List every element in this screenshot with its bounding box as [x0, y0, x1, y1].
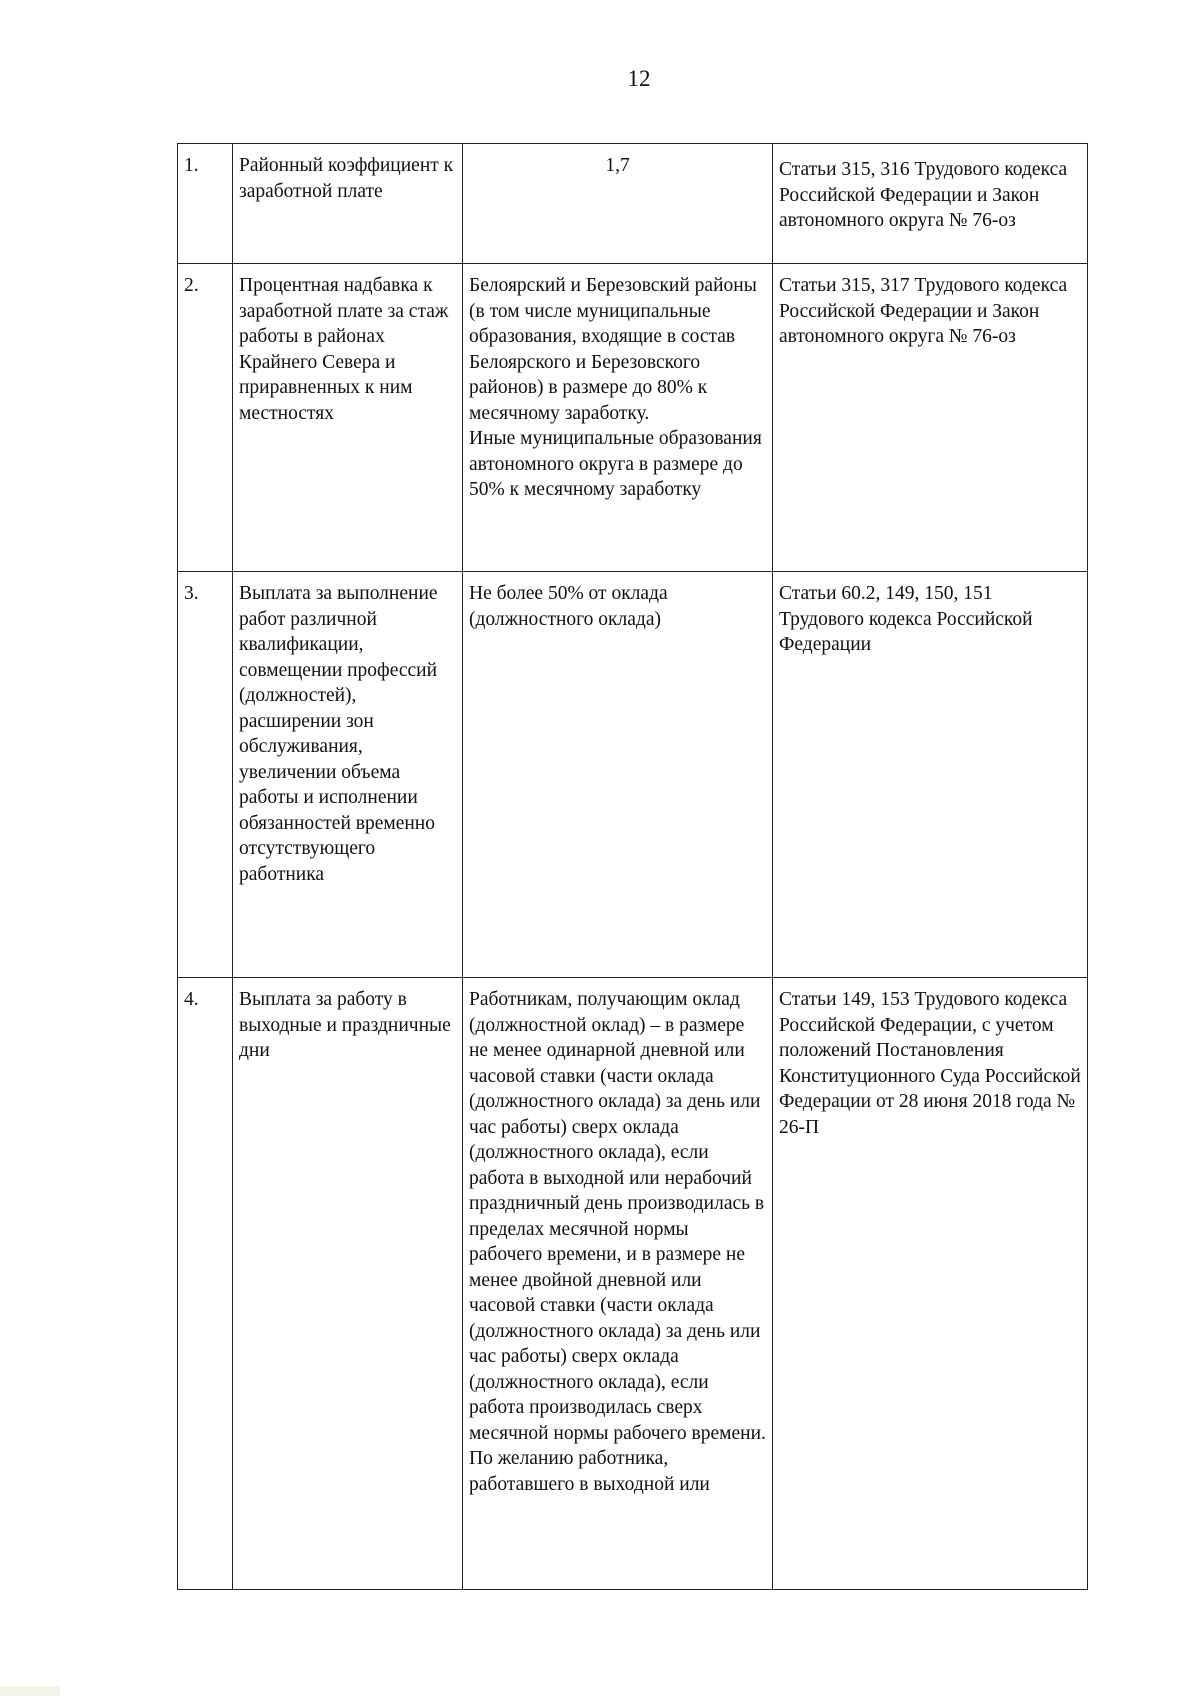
legal-basis: Статьи 60.2, 149, 150, 151 Трудового кодекса Российской Федерации [773, 572, 1088, 978]
payment-amount [463, 978, 773, 1590]
row-number: 2. [178, 264, 233, 572]
amount-paragraph: По желанию работника, работавшего в выходной или [469, 1448, 710, 1495]
amount-paragraph: Работникам, получающим оклад (должностной оклад) – в размере не менее одинарной дневной или часовой ставки (части оклада (должностного оклада) за день или час работы) сверх оклада (должностного оклада), если работа в выходной или нерабочий праздничный день производилась в пределах месячной нормы рабочего времени, и в размере не менее двойной дневной или часовой ставки (части оклада (должностного оклада) за день или час работы) сверх оклада (должностного оклада), если работа производилась сверх месячной нормы рабочего времени. [469, 989, 766, 1444]
row-number: 1. [178, 144, 233, 264]
amount-paragraph: Не более 50% от оклада (должностного оклада) [469, 583, 668, 630]
payment-amount [463, 264, 773, 572]
payment-amount [463, 144, 773, 264]
table-row [178, 978, 1088, 1590]
page-number: 12 [627, 66, 651, 91]
legal-basis: Статьи 315, 317 Трудового кодекса Российской Федерации и Закон автономного округа № 76-оз [773, 264, 1088, 572]
legal-basis: Статьи 315, 316 Трудового кодекса Российской Федерации и Закон автономного округа № 76-оз [773, 144, 1088, 264]
payment-name: Выплата за выполнение работ различной квалификации, совмещении профессий (должностей), расширении зон обслуживания, увеличении объема работы и исполнении обязанностей временно отсутствующего работника [233, 572, 463, 978]
payment-name: Процентная надбавка к заработной плате за стаж работы в районах Крайнего Севера и приравненных к ним местностях [233, 264, 463, 572]
table-row [178, 264, 1088, 572]
payment-name: Районный коэффициент к заработной плате [233, 144, 463, 264]
legal-basis: Статьи 149, 153 Трудового кодекса Российской Федерации, с учетом положений Постановления Конституционного Суда Российской Федерации от 28 июня 2018 года № 26-П [773, 978, 1088, 1590]
row-number: 3. [178, 572, 233, 978]
payment-name: Выплата за работу в выходные и праздничные дни [233, 978, 463, 1590]
table-row [178, 144, 1088, 264]
amount-paragraph: Белоярский и Березовский районы (в том числе муниципальные образования, входящие в состав Белоярского и Березовского районов) в размере до 80% к месячному заработку. [469, 275, 757, 424]
table-row [178, 572, 1088, 978]
allowances-table [177, 143, 1088, 1590]
payment-amount [463, 572, 773, 978]
amount-paragraph: Иные муниципальные образования автономного округа в размере до 50% к месячному заработку [469, 428, 762, 500]
scan-edge-mark [0, 1686, 60, 1696]
row-number: 4. [178, 978, 233, 1590]
amount-paragraph: 1,7 [605, 155, 630, 176]
